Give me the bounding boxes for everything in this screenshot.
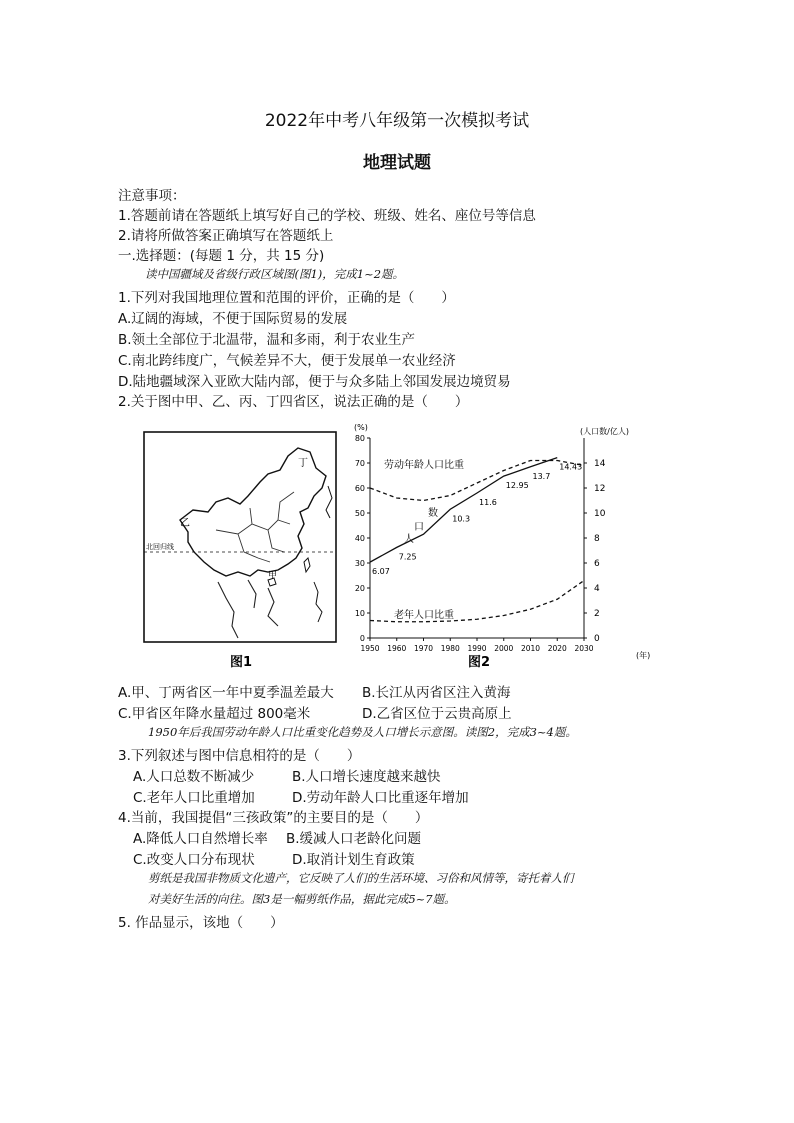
- data-label: 6.07: [372, 567, 390, 577]
- q1-option-c: C.南北跨纬度广，气候差异不大，便于发展单一农业经济: [118, 353, 456, 369]
- q1-option-a: A.辽阔的海域，不便于国际贸易的发展: [118, 311, 348, 327]
- y-right-tick-label: 10: [594, 509, 606, 519]
- q4-option-d: D.取消计划生育政策: [292, 852, 415, 868]
- intro-fig2: 1950年后我国劳动年龄人口比重变化趋势及人口增长示意图。读图2，完成3~4题。: [148, 725, 577, 739]
- notice-heading: 注意事项：: [118, 188, 186, 204]
- q1-option-b: B.领土全部位于北温带，温和多雨，利于农业生产: [118, 332, 416, 348]
- q4-option-b: B.缓减人口老龄化问题: [286, 831, 422, 847]
- series-label-working-age: 劳动年龄人口比重: [384, 460, 464, 471]
- figure1-map: [144, 432, 336, 670]
- data-label: 13.7: [532, 471, 551, 481]
- series-label-pop-3: 数: [428, 508, 438, 519]
- y-right-tick-label: 8: [594, 534, 600, 544]
- series-label-pop-1: 人: [404, 534, 414, 545]
- notice-item-1: 1.答题前请在答题纸上填写好自己的学校、班级、姓名、座位号等信息: [118, 208, 536, 224]
- label-yi: 乙: [180, 518, 190, 529]
- intro-fig3-line2: 对美好生活的向往。图3是一幅剪纸作品，据此完成5~7题。: [148, 892, 456, 906]
- q3-option-d: D.劳动年龄人口比重逐年增加: [292, 790, 469, 806]
- y-left-tick-label: 60: [354, 484, 365, 493]
- q1-stem: 1.下列对我国地理位置和范围的评价，正确的是（ ）: [118, 290, 455, 306]
- y-left-tick-label: 80: [354, 434, 365, 443]
- data-label: 12.95: [505, 481, 529, 491]
- x-tick-label: 1970: [413, 644, 434, 653]
- label-ding: 丁: [298, 458, 308, 469]
- data-label: 7.25: [398, 552, 417, 562]
- section-heading: 一.选择题：(每题 1 分，共 15 分): [118, 248, 325, 264]
- x-tick-label: 1990: [467, 644, 487, 653]
- y-left-tick-label: 70: [354, 459, 365, 468]
- series-label-pop-2: 口: [414, 522, 424, 533]
- y-right-tick-label: 14: [594, 459, 606, 469]
- x-unit: (年): [636, 651, 651, 660]
- x-tick-label: 1950: [360, 644, 380, 653]
- q3-option-c: C.老年人口比重增加: [133, 790, 255, 806]
- exam-subtitle: 地理试题: [363, 153, 431, 173]
- y-left-unit: (%): [354, 423, 368, 432]
- q4-stem: 4.当前，我国提倡“三孩政策”的主要目的是（ ）: [118, 810, 429, 826]
- figure2-chart: [354, 423, 650, 670]
- data-label: 14.43: [559, 462, 583, 472]
- q2-stem: 2.关于图中甲、乙、丙、丁四省区，说法正确的是（ ）: [118, 394, 469, 410]
- q1-option-d: D.陆地疆域深入亚欧大陆内部，便于与众多陆上邻国发展边境贸易: [118, 374, 511, 390]
- y-left-tick-label: 40: [354, 534, 365, 543]
- y-left-tick-label: 0: [359, 634, 365, 643]
- data-label: 11.6: [479, 498, 497, 507]
- series-label-elderly: 老年人口比重: [394, 610, 454, 621]
- y-right-tick-label: 6: [594, 559, 600, 569]
- x-tick-label: 1960: [387, 644, 407, 653]
- x-tick-label: 2010: [520, 644, 541, 653]
- y-right-tick-label: 12: [594, 484, 606, 494]
- intro-fig3-line1: 剪纸是我国非物质文化遗产，它反映了人们的生活环境、习俗和风情等，寄托着人们: [148, 871, 574, 885]
- q3-stem: 3.下列叙述与图中信息相符的是（ ）: [118, 748, 361, 764]
- intro-fig1: 读中国疆域及省级行政区域图(图1)，完成1~2题。: [145, 267, 405, 281]
- y-left-tick-label: 50: [354, 509, 365, 518]
- figures: [118, 412, 678, 674]
- data-label: 10.3: [452, 514, 471, 524]
- figure1-caption: 图1: [230, 655, 253, 670]
- label-jia: 甲: [268, 571, 278, 581]
- q3-option-a: A.人口总数不断减少: [133, 769, 255, 785]
- series-line-2: [370, 458, 557, 563]
- x-tick-label: 2020: [547, 644, 567, 653]
- x-tick-label: 1980: [440, 644, 460, 653]
- notice-item-2: 2.请将所做答案正确填写在答题纸上: [118, 228, 334, 244]
- q3-option-b: B.人口增长速度越来越快: [292, 769, 441, 785]
- q4-option-a: A.降低人口自然增长率: [133, 831, 268, 847]
- y-right-tick-label: 4: [594, 584, 600, 594]
- y-right-tick-label: 0: [594, 634, 600, 644]
- q2-option-a: A.甲、丁两省区一年中夏季温差最大: [118, 685, 334, 701]
- x-tick-label: 2030: [574, 644, 594, 653]
- exam-title: 2022年中考八年级第一次模拟考试: [264, 111, 530, 131]
- q5-stem: 5. 作品显示，该地（ ）: [118, 915, 284, 931]
- label-tropic: 北回归线: [146, 543, 174, 551]
- q2-option-b: B.长江从丙省区注入黄海: [362, 685, 511, 701]
- x-tick-label: 2000: [494, 644, 514, 653]
- q2-option-d: D.乙省区位于云贵高原上: [362, 706, 512, 722]
- q2-option-c: C.甲省区年降水量超过 800毫米: [118, 706, 311, 722]
- y-right-tick-label: 2: [594, 609, 600, 619]
- figure2-caption: 图2: [468, 655, 491, 670]
- y-left-tick-label: 30: [354, 559, 365, 568]
- y-left-tick-label: 10: [354, 609, 365, 618]
- y-right-unit: (人口数/亿人): [580, 427, 629, 436]
- q4-option-c: C.改变人口分布现状: [133, 852, 255, 868]
- y-left-tick-label: 20: [354, 584, 365, 593]
